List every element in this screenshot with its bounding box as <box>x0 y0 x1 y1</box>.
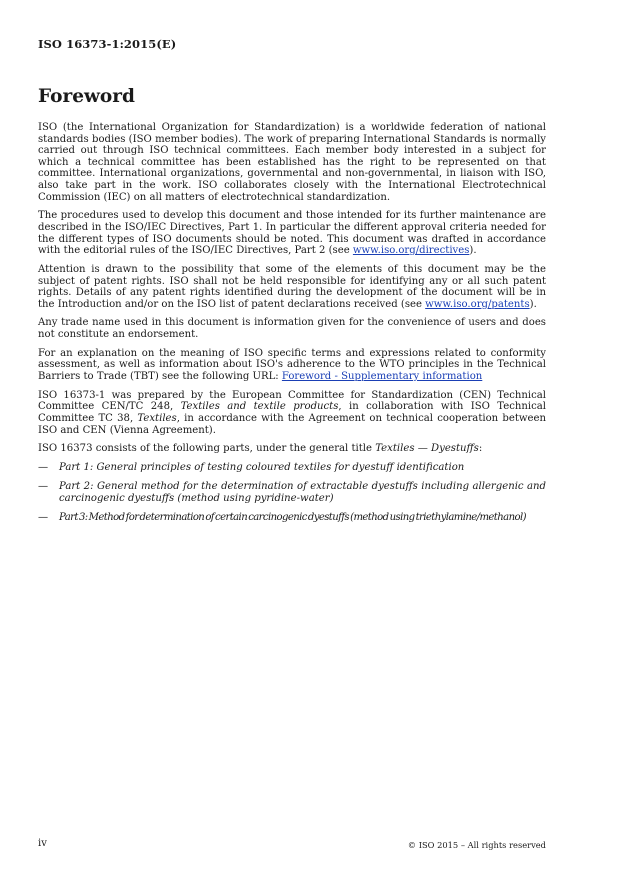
prepared-by-text-3: , in accordance with the Agreement on technical cooperation between ISO and CEN (Vienna Agreement). <box>38 413 546 436</box>
list-item <box>38 481 546 504</box>
paragraph-prepared-by <box>38 390 546 436</box>
paragraph-conformity <box>38 348 546 383</box>
parts-intro-text: ISO 16373 consists of the following parts, under the general title <box>38 443 376 455</box>
list-item-text: Part 3: Method for determination of certain carcinogenic dyestuffs (method using triethylamine/methanol) <box>59 511 526 523</box>
paragraph-patents <box>38 264 546 310</box>
parts-list <box>38 462 546 523</box>
foreword-body <box>38 122 546 531</box>
tc-title: Textiles <box>137 413 177 424</box>
general-title: Textiles — Dyestuffs <box>375 443 479 455</box>
paragraph-parts-intro <box>38 443 546 455</box>
paragraph-patents-text: Attention is drawn to the possibility that some of the elements of this document may be the subject of patent rights. ISO shall not be held responsible for identifying any or all such patent rights. Details of any patent rights identified during the development of the document will be in the Introduction and/or on the ISO list of patent declarations received (see <box>38 263 546 310</box>
list-item-text: Part 1: General principles of testing coloured textiles for dyestuff identification <box>59 462 465 474</box>
prepared-by-text: ISO 16373-1 was prepared by the European Committee for Standardization (CEN) Technical Committee CEN/TC 248, <box>38 389 546 413</box>
supplementary-info-link[interactable]: Foreword - Supplementary information <box>281 371 483 383</box>
committee-title: Textiles and textile products <box>180 401 339 413</box>
paragraph-conformity-text: For an explanation on the meaning of ISO specific terms and expressions related to conformity assessment, as well as information about ISO's adherence to the WTO principles in the Technical Barriers to Trade (TBT) see the following URL: <box>38 347 546 383</box>
paragraph-patents-end: ). <box>529 298 537 310</box>
list-dash: — <box>38 481 49 493</box>
paragraph-iso-intro: ISO (the International Organization for Standardization) is a worldwide federation of national standards bodies (ISO member bodies). The work of preparing International Standards is normally carried out through ISO technical committees. Each member body interested in a subject for which a technical committee has been established has the right to be represented on that committee. International organizations, governmental and non-governmental, in liaison with ISO, also take part in the work. ISO collaborates closely with the International Electrotechnical Commission (IEC) on all matters of electrotechnical standardization. <box>38 122 546 203</box>
prepared-by-text-2: , in collaboration with ISO Technical Committee TC 38, <box>38 401 546 424</box>
patents-link[interactable]: www.iso.org/patents <box>425 298 530 310</box>
page-title: Foreword <box>38 86 135 107</box>
list-item <box>38 512 546 524</box>
document-identifier: ISO 16373-1:2015(E) <box>38 37 177 51</box>
paragraph-procedures <box>38 210 546 256</box>
paragraph-trade-name: Any trade name used in this document is information given for the convenience of users and does not constitute an endorsement. <box>38 317 546 341</box>
list-item-text: Part 2: General method for the determination of extractable dyestuffs including allergenic and carcinogenic dyestuffs (method using pyridine-water) <box>59 481 546 504</box>
directives-link[interactable]: www.iso.org/directives <box>352 245 470 257</box>
list-item <box>38 462 546 474</box>
paragraph-procedures-text: The procedures used to develop this document and those intended for its further maintenance are described in the ISO/IEC Directives, Part 1. In particular the different approval criteria needed for the different types of ISO documents should be noted. This document was drafted in accordance with the editorial rules of the ISO/IEC Directives, Part 2 (see <box>38 210 546 257</box>
parts-intro-colon: : <box>478 443 483 455</box>
list-dash: — <box>38 511 48 523</box>
paragraph-procedures-end: ). <box>469 245 477 257</box>
copyright-notice: © ISO 2015 – All rights reserved <box>407 840 546 850</box>
list-dash: — <box>38 462 49 474</box>
page-number: iv <box>38 838 47 849</box>
